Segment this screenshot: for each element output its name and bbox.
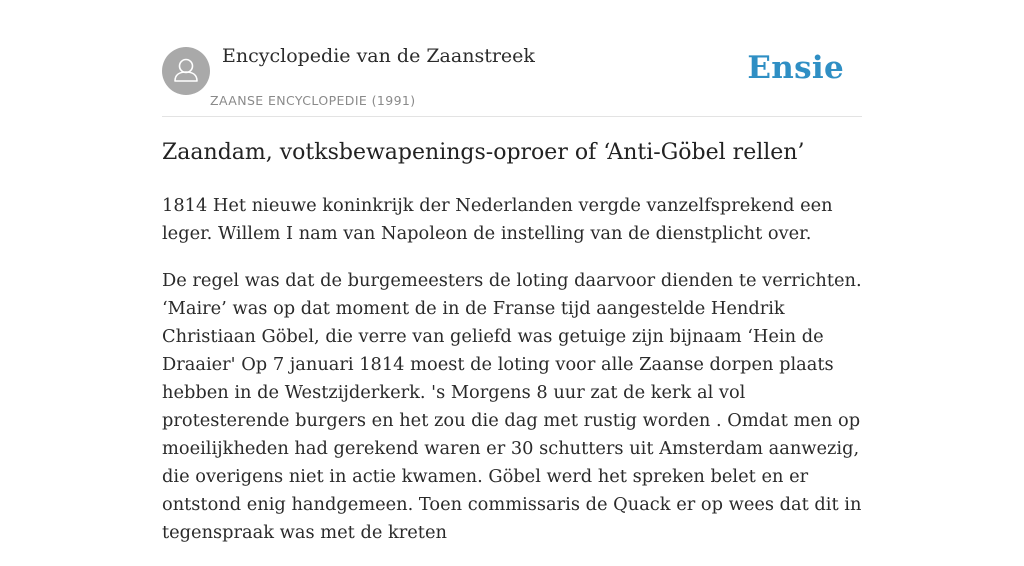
article-paragraph-1: 1814 Het nieuwe koninkrijk der Nederlanden vergde vanzelfsprekend een leger. Willem I nam van Napoleon de instelling van de dienstplicht over. [162, 195, 833, 244]
article-paragraph-2: De regel was dat de burgemeesters de loting daarvoor dienden te verrichten. ‘Maire’ was op dat moment de in de Franse tijd aangestelde Hendrik Christiaan Göbel, die verre van geliefd was getuige zijn bijnaam ‘Hein de Draaier' Op 7 januari 1814 moest de loting voor alle Zaanse dorpen plaats hebben in de Westzijderkerk. 's Morgens 8 uur zat de kerk al vol protesterende burgers en het zou die dag met rustig worden . Omdat men op moeilijkheden had gerekend waren er 30 schutters uit Amsterdam aanwezig, die overigens niet in actie kwamen. Göbel werd het spreken belet en er ontstond enig handgemeen. Toen commissaris de Quack er op wees dat dit in tegenspraak was met de kreten [162, 270, 862, 543]
source-title[interactable]: Encyclopedie van de Zaanstreek [222, 45, 535, 67]
source-header [162, 0, 862, 117]
article-title: Zaandam, votksbewapenings-oproer of ‘Anti-Göbel rellen’ [162, 140, 805, 165]
article-body [162, 192, 862, 566]
brand-logo[interactable]: Ensie [747, 50, 844, 86]
user-icon[interactable] [162, 47, 210, 95]
source-subtitle: ZAANSE ENCYCLOPEDIE (1991) [210, 93, 416, 108]
content-container [162, 0, 862, 543]
